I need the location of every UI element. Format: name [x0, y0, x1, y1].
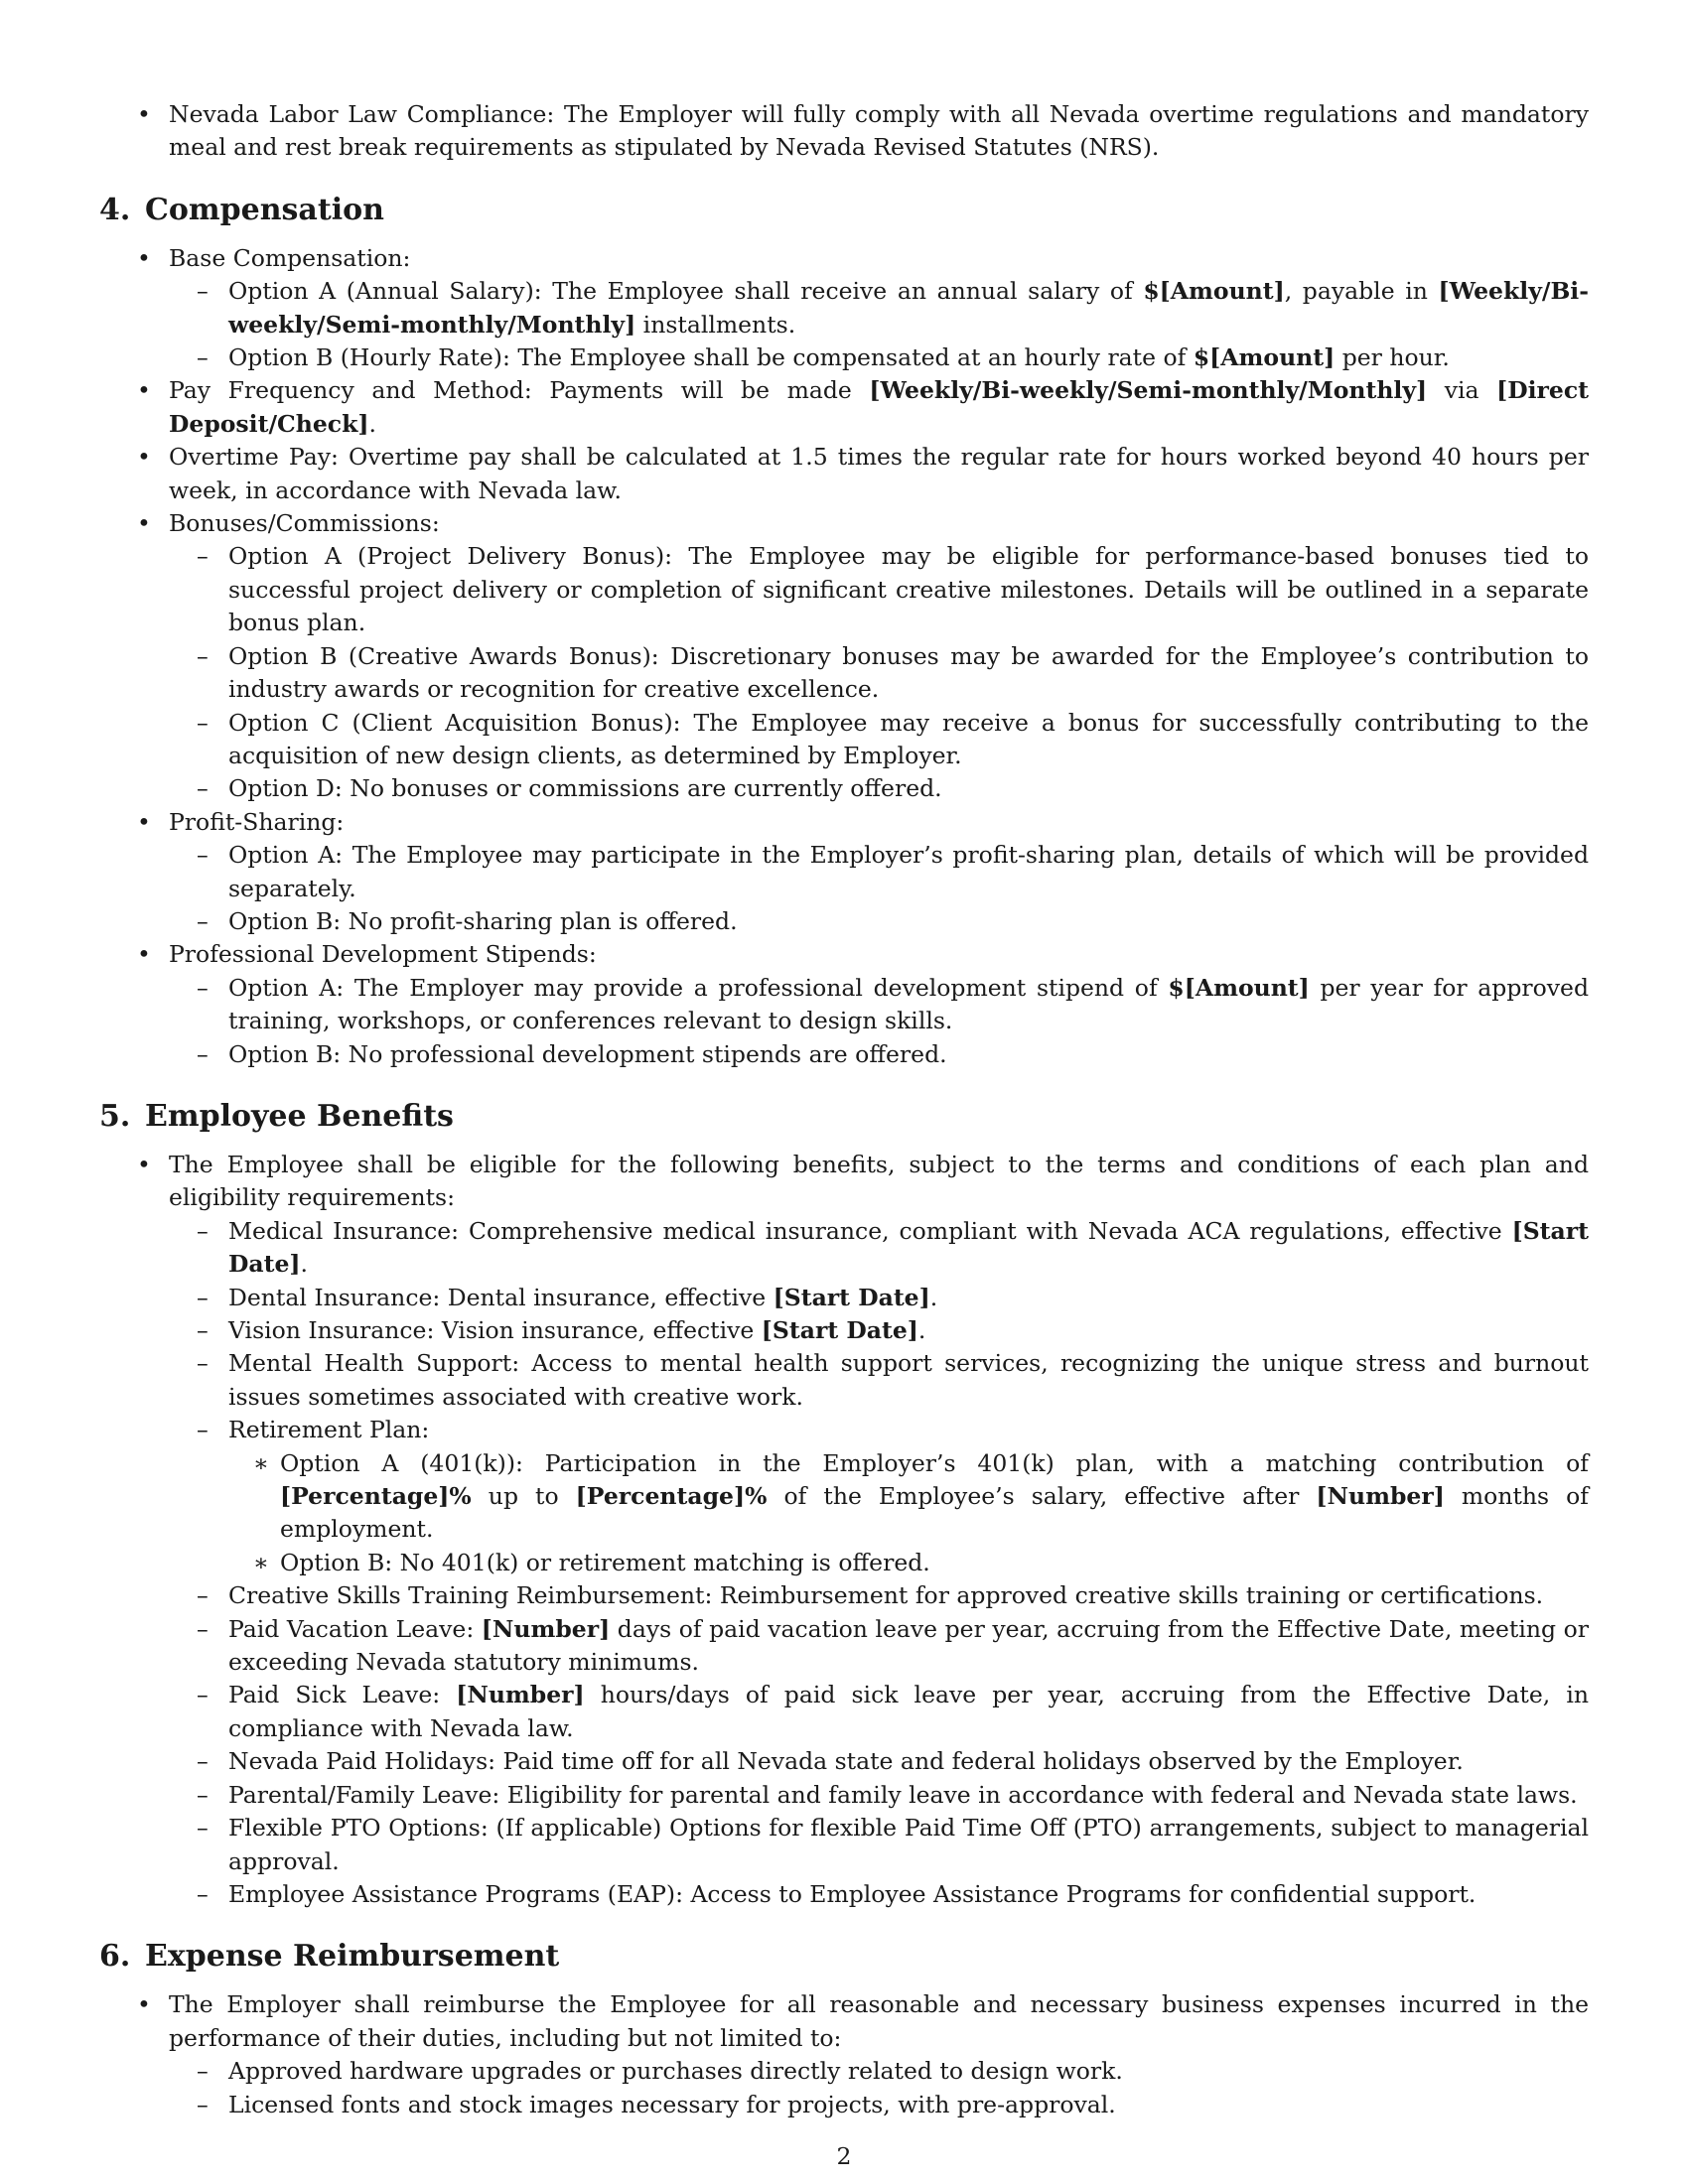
vision-start-date-placeholder: [Start Date]	[761, 1316, 918, 1344]
vacation-leave-text: Paid Vacation Leave:	[228, 1614, 482, 1643]
parental-leave-text: Parental/Family Leave: Eligibility for parental and family leave in accordance with federal and Nevada state laws.	[228, 1780, 1578, 1809]
dash-marker: –	[197, 973, 209, 1002]
paid-holidays-item	[99, 1745, 1589, 1778]
dash-marker: –	[197, 1283, 209, 1311]
bonus-option-a	[99, 540, 1589, 639]
bullet-marker: •	[137, 243, 151, 272]
pay-frequency-text-end: .	[368, 409, 376, 438]
expense-hardware-text: Approved hardware upgrades or purchases directly related to design work.	[228, 2057, 1123, 2086]
hourly-amount-placeholder: $[Amount]	[1193, 343, 1336, 372]
bonus-option-a-text: Option A (Project Delivery Bonus): The Employee may be eligible for performance-based bonuses tied to successful project delivery or completion of significant creative milestones. Details will be outlined in a separate bonus plan.	[228, 542, 1589, 637]
expense-fonts-text: Licensed fonts and stock images necessary for projects, with pre-approval.	[228, 2090, 1116, 2118]
dash-marker: –	[197, 1879, 209, 1908]
profit-option-b-text: Option B: No profit-sharing plan is offered.	[228, 906, 738, 935]
pay-frequency-item	[99, 374, 1589, 441]
development-option-a	[99, 972, 1589, 1038]
dash-marker: –	[197, 1316, 209, 1344]
expense-intro-text: The Employer shall reimburse the Employee for all reasonable and necessary business expenses incurred in the performance of their duties, including but not limited to:	[169, 1990, 1589, 2052]
sick-leave-text: Paid Sick Leave:	[228, 1681, 457, 1709]
dental-insurance-text-end: .	[929, 1283, 938, 1311]
vision-insurance-text-end: .	[917, 1316, 926, 1344]
dash-marker: –	[197, 1747, 209, 1776]
development-stipend-item	[99, 938, 1589, 971]
dash-marker: –	[197, 1349, 209, 1378]
parental-leave-item	[99, 1779, 1589, 1812]
overtime-text: Overtime Pay: Overtime pay shall be calculated at 1.5 times the regular rate for hours worked beyond 40 hours per week, in accordance with Nevada law.	[169, 443, 1589, 504]
development-stipend-label: Professional Development Stipends:	[169, 940, 597, 969]
dash-marker: –	[197, 1780, 209, 1809]
eap-text: Employee Assistance Programs (EAP): Access to Employee Assistance Programs for confidential support.	[228, 1879, 1477, 1908]
section-number: 5.	[99, 1098, 131, 1134]
section-title: Expense Reimbursement	[145, 1939, 560, 1975]
training-reimbursement-text: Creative Skills Training Reimbursement: Reimbursement for approved creative skills training or certifications.	[228, 1581, 1544, 1610]
eap-item	[99, 1878, 1589, 1911]
profit-option-b	[99, 905, 1589, 938]
salary-percentage-placeholder: [Percentage]%	[575, 1482, 768, 1511]
section-number: 6.	[99, 1939, 131, 1975]
sick-days-placeholder: [Number]	[456, 1681, 585, 1709]
nevada-compliance-item	[99, 98, 1589, 165]
bonuses-item	[99, 507, 1589, 540]
retirement-option-a-text: Option A (401(k)): Participation in the Employer’s 401(k) plan, with a matching contribution of	[280, 1448, 1589, 1477]
overtime-item	[99, 441, 1589, 507]
star-marker: ∗	[253, 1548, 269, 1576]
benefits-intro-item	[99, 1149, 1589, 1215]
training-reimbursement-item	[99, 1579, 1589, 1612]
dash-marker: –	[197, 2057, 209, 2086]
bonus-option-c	[99, 707, 1589, 773]
document-body	[99, 98, 1589, 2121]
medical-start-date-placeholder: [Start Date]	[228, 1216, 1589, 1279]
stipend-amount-placeholder: $[Amount]	[1168, 973, 1310, 1002]
pay-frequency-text: Pay Frequency and Method: Payments will be made	[169, 376, 870, 405]
bullet-marker: •	[137, 1150, 151, 1178]
dash-marker: –	[197, 542, 209, 571]
dental-insurance-item	[99, 1282, 1589, 1314]
vacation-leave-item	[99, 1613, 1589, 1680]
mental-health-item	[99, 1347, 1589, 1414]
bonus-option-b	[99, 640, 1589, 707]
retirement-option-a-text-mid2: of the Employee’s salary, effective after	[767, 1482, 1317, 1511]
development-option-a-text: Option A: The Employer may provide a professional development stipend of	[228, 973, 1169, 1002]
profit-sharing-item	[99, 806, 1589, 839]
dash-marker: –	[197, 343, 209, 372]
dental-insurance-text: Dental Insurance: Dental insurance, effective	[228, 1283, 774, 1311]
pay-frequency-text-mid: via	[1427, 376, 1497, 405]
bullet-marker: •	[137, 807, 151, 836]
dash-marker: –	[197, 1416, 209, 1444]
retirement-option-b	[99, 1547, 1589, 1579]
medical-insurance-item	[99, 1215, 1589, 1282]
bonus-option-d	[99, 772, 1589, 805]
section-title: Compensation	[145, 192, 384, 227]
dental-start-date-placeholder: [Start Date]	[773, 1283, 930, 1311]
benefits-intro-text: The Employee shall be eligible for the following benefits, subject to the terms and conditions of each plan and eligibility requirements:	[169, 1150, 1589, 1212]
dash-marker: –	[197, 841, 209, 870]
base-option-a	[99, 275, 1589, 341]
bullet-marker: •	[137, 1990, 151, 2019]
dash-marker: –	[197, 1581, 209, 1610]
dash-marker: –	[197, 1614, 209, 1643]
pay-method-placeholder: [Direct Deposit/Check]	[169, 376, 1590, 438]
base-option-a-text-end: installments.	[635, 310, 796, 339]
vision-insurance-item	[99, 1314, 1589, 1347]
bonuses-label: Bonuses/Commissions:	[169, 509, 440, 538]
bonus-option-b-text: Option B (Creative Awards Bonus): Discretionary bonuses may be awarded for the Employee’s contribution to industry awards or recognition for creative excellence.	[228, 641, 1589, 704]
base-option-b-text-end: per hour.	[1335, 343, 1450, 372]
dash-marker: –	[197, 906, 209, 935]
retirement-plan-label: Retirement Plan:	[228, 1416, 430, 1444]
medical-insurance-text-end: .	[300, 1250, 309, 1279]
pay-frequency-placeholder: [Weekly/Bi-weekly/Semi-monthly/Monthly]	[869, 376, 1428, 405]
expense-intro-item	[99, 1988, 1589, 2055]
bullet-marker: •	[137, 509, 151, 538]
dash-marker: –	[197, 1216, 209, 1245]
bonus-option-d-text: Option D: No bonuses or commissions are currently offered.	[228, 774, 942, 803]
profit-option-a	[99, 839, 1589, 905]
page-number: 2	[836, 2142, 852, 2170]
dash-marker: –	[197, 641, 209, 670]
months-number-placeholder: [Number]	[1316, 1482, 1445, 1511]
bullet-marker: •	[137, 443, 151, 472]
paid-holidays-text: Nevada Paid Holidays: Paid time off for all Nevada state and federal holidays observed by the Employer.	[228, 1747, 1464, 1776]
medical-insurance-text: Medical Insurance: Comprehensive medical insurance, compliant with Nevada ACA regulations, effective	[228, 1216, 1512, 1245]
salary-amount-placeholder: $[Amount]	[1143, 277, 1285, 306]
sick-leave-text-end: hours/days of paid sick leave per year, accruing from the Effective Date, in compliance with Nevada law.	[228, 1681, 1589, 1742]
dash-marker: –	[197, 774, 209, 803]
expense-hardware-item	[99, 2055, 1589, 2088]
nevada-compliance-text: Nevada Labor Law Compliance: The Employer will fully comply with all Nevada overtime regulations and mandatory meal and rest break requirements as stipulated by Nevada Revised Statutes (NRS).	[169, 100, 1589, 162]
section-number: 4.	[99, 192, 131, 227]
salary-frequency-placeholder: [Weekly/Bi-weekly/Semi-monthly/Monthly]	[228, 277, 1589, 339]
profit-sharing-label: Profit-Sharing:	[169, 807, 345, 836]
retirement-option-a-text-mid: up to	[471, 1482, 576, 1511]
base-option-a-text: Option A (Annual Salary): The Employee shall receive an annual salary of	[228, 277, 1144, 306]
vision-insurance-text: Vision Insurance: Vision insurance, effective	[228, 1316, 762, 1344]
vacation-leave-text-end: days of paid vacation leave per year, accruing from the Effective Date, meeting or exceeding Nevada statutory minimums.	[228, 1614, 1589, 1677]
sick-leave-item	[99, 1679, 1589, 1745]
section-heading-compensation	[99, 193, 1589, 228]
development-option-b	[99, 1038, 1589, 1071]
section-title: Employee Benefits	[145, 1098, 454, 1134]
star-marker: ∗	[253, 1448, 269, 1477]
profit-option-a-text: Option A: The Employee may participate in the Employer’s profit-sharing plan, details of which will be provided separately.	[228, 841, 1589, 902]
mental-health-text: Mental Health Support: Access to mental health support services, recognizing the unique stress and burnout issues sometimes associated with creative work.	[228, 1349, 1589, 1411]
base-option-a-text-mid: , payable in	[1284, 277, 1439, 306]
match-percentage-placeholder: [Percentage]%	[280, 1482, 472, 1511]
retirement-option-a	[99, 1447, 1589, 1547]
base-compensation-item	[99, 242, 1589, 275]
expense-fonts-item	[99, 2089, 1589, 2121]
retirement-option-b-text: Option B: No 401(k) or retirement matching is offered.	[280, 1548, 930, 1576]
vacation-days-placeholder: [Number]	[481, 1614, 611, 1643]
dash-marker: –	[197, 1814, 209, 1843]
section-heading-employee-benefits	[99, 1099, 1589, 1135]
dash-marker: –	[197, 277, 209, 306]
bonus-option-c-text: Option C (Client Acquisition Bonus): The Employee may receive a bonus for successfully contributing to the acquisition of new design clients, as determined by Employer.	[228, 708, 1589, 769]
flexible-pto-item	[99, 1812, 1589, 1878]
bullet-marker: •	[137, 376, 151, 405]
section-heading-expense-reimbursement	[99, 1939, 1589, 1975]
dash-marker: –	[197, 2090, 209, 2118]
dash-marker: –	[197, 1039, 209, 1068]
base-option-b-text: Option B (Hourly Rate): The Employee shall be compensated at an hourly rate of	[228, 343, 1194, 372]
retirement-plan-item	[99, 1414, 1589, 1446]
retirement-option-a-text-end: months of employment.	[280, 1482, 1589, 1544]
development-option-a-text-end: per year for approved training, workshops, or conferences relevant to design skills.	[228, 973, 1590, 1035]
base-option-b	[99, 341, 1589, 374]
development-option-b-text: Option B: No professional development stipends are offered.	[228, 1039, 947, 1068]
dash-marker: –	[197, 708, 209, 737]
bullet-marker: •	[137, 100, 151, 128]
bullet-marker: •	[137, 940, 151, 969]
base-compensation-label: Base Compensation:	[169, 243, 411, 272]
dash-marker: –	[197, 1681, 209, 1709]
flexible-pto-text: Flexible PTO Options: (If applicable) Options for flexible Paid Time Off (PTO) arrangements, subject to managerial approval.	[228, 1814, 1589, 1875]
